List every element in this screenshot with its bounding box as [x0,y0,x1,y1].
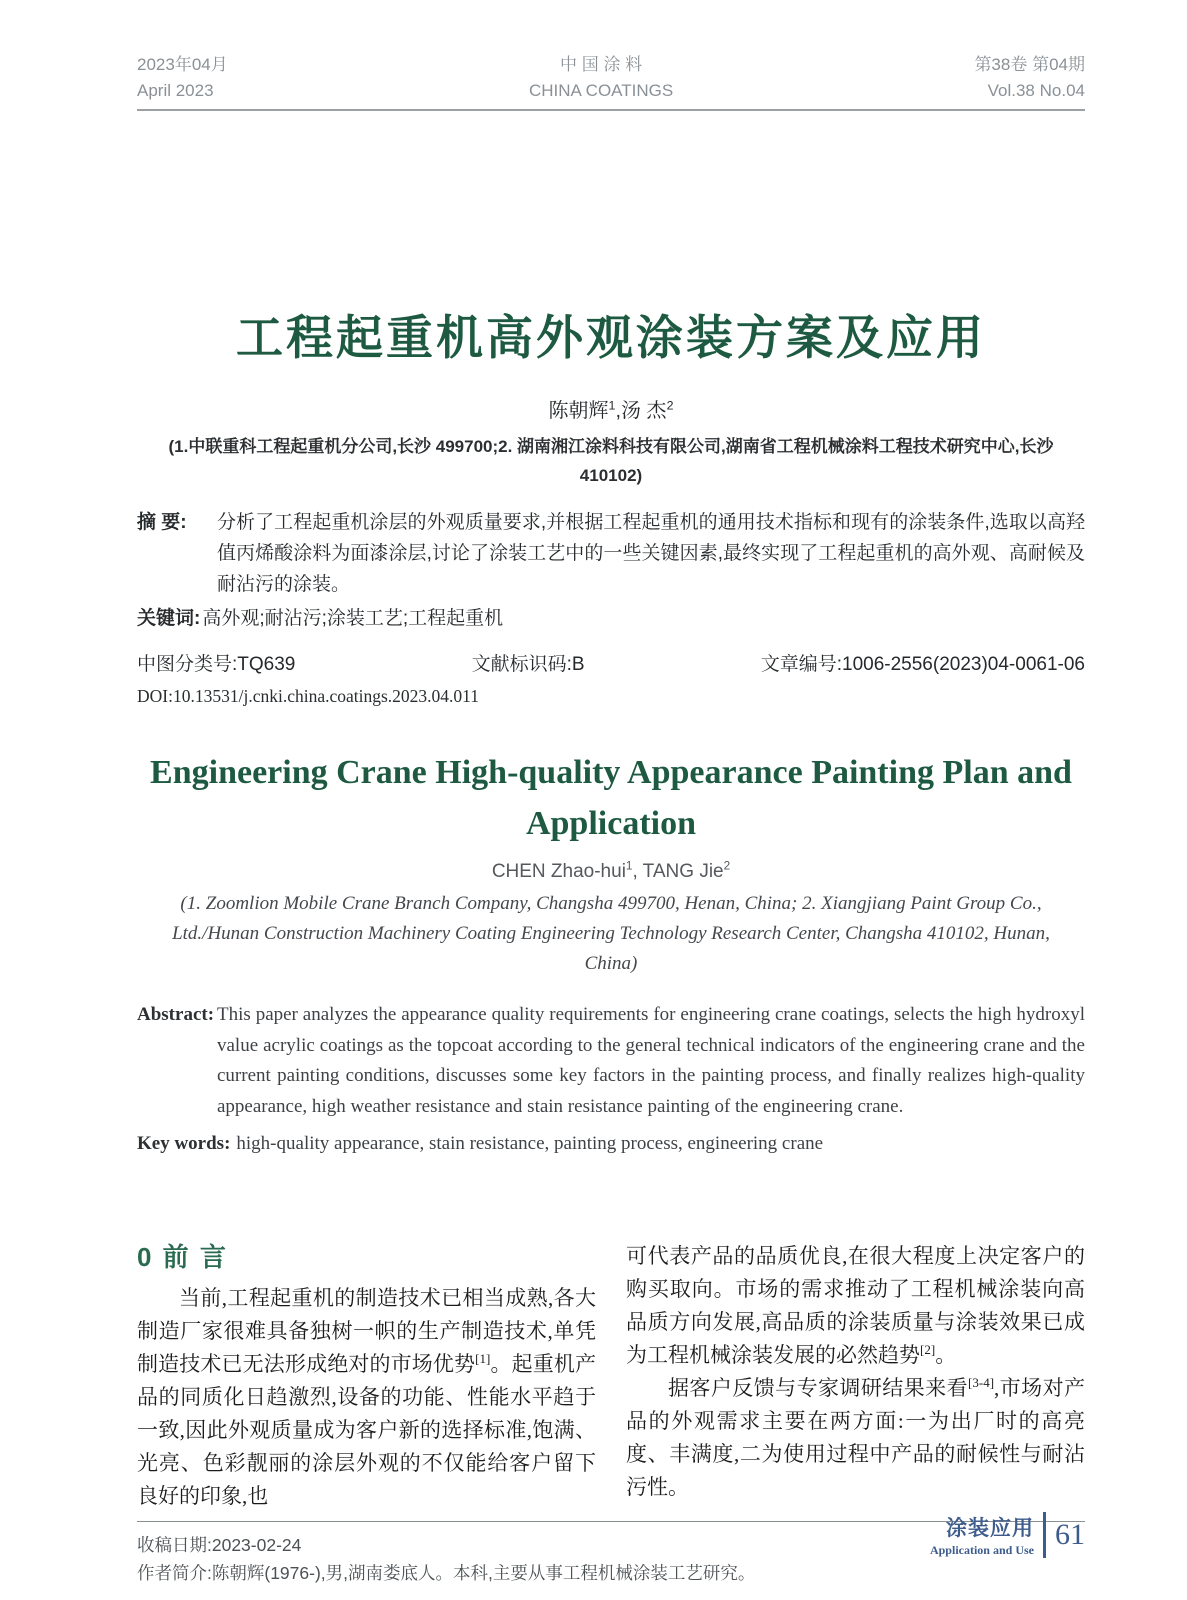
abstract-en-label: Abstract: [137,1003,215,1025]
author-bio: 作者简介:陈朝辉(1976-),男,湖南娄底人。本科,主要从事工程机械涂装工艺研究。 [137,1563,756,1584]
document-code: 文献标识码:B [471,653,585,675]
keywords-en-row [137,1129,1085,1159]
page-footer [930,1512,1085,1558]
body-paragraph: 据客户反馈与专家调研结果来看[3-4],市场对产品的外观需求主要在两方面:一为出厂时的高亮度、丰满度,二为使用过程中产品的耐候性与耐沾污性。 [626,1375,1086,1500]
article-title-cn: 工程起重机高外观涂装方案及应用 [236,311,986,364]
affiliation-en: (1. Zoomlion Mobile Crane Branch Company, Changsha 499700, Henan, China; 2. Xiangjiang Paint Group Co., Ltd./Hunan Construction Machinery Coating Engineering Technology Research Center, Changsha 410102, Hunan, China) [172,892,1050,975]
header-journal-en: CHINA COATINGS [528,80,674,100]
body-columns [137,1237,1085,1513]
keywords-en-label: Key words: [137,1132,231,1154]
header-divider [137,109,1085,111]
keywords-cn-row [137,604,1085,634]
abstract-cn-text: 分析了工程起重机涂层的外观质量要求,并根据工程起重机的通用技术指标和现有的涂装条件,选取以高羟值丙烯酸涂料为面漆涂层,讨论了涂装工艺中的一些关键因素,最终实现了工程起重机的高外观、高耐候及耐沾污的涂装。 [217,511,1085,596]
keywords-cn-text: 高外观;耐沾污;涂装工艺;工程起重机 [202,608,504,630]
body-column-left [137,1237,596,1513]
header-date-en: April 2023 [137,80,214,100]
doi: DOI:10.13531/j.cnki.china.coatings.2023.04.011 [137,685,480,706]
footer-category-en: Application and Use [929,1543,1034,1557]
body-paragraph: 可代表产品的品质优良,在很大程度上决定客户的购买取向。市场的需求推动了工程机械涂装向高品质方向发展,高品质的涂装质量与涂装效果已成为工程机械涂装发展的必然趋势[2]。 [626,1244,1085,1368]
body-column-right [626,1237,1085,1513]
header-issue [974,52,1085,103]
abstract-cn-row [137,507,1085,600]
page-number: 61 [1055,1518,1085,1551]
header-issue-en: Vol.38 No.04 [987,80,1085,100]
received-date: 收稿日期:2023-02-24 [137,1535,302,1556]
authors-en: CHEN Zhao-hui$^1$, TANG Jie$^2$ [491,859,731,882]
clc-number: 中图分类号:TQ639 [137,653,296,675]
header-journal-cn: 中 国 涂 料 [560,55,643,74]
affiliation-cn: (1.中联重科工程起重机分公司,长沙 499700;2. 湖南湘江涂料科技有限公司,湖南省工程机械涂料工程技术研究中心,长沙 410102) [168,437,1054,485]
abstract-cn-label: 摘 要: [137,511,187,533]
header-journal-name [529,52,673,103]
header-issue-cn: 第38卷 第04期 [974,55,1085,74]
classification-row [137,649,1085,676]
section-heading-intro: 0 前 言 [137,1242,228,1273]
running-header [137,0,1085,103]
body-paragraph: 当前,工程起重机的制造技术已相当成熟,各大制造厂家很难具备独树一帜的生产制造技术,单凭制造技术已无法形成绝对的市场优势[1]。起重机产品的同质化日趋激烈,设备的功能、性能水平趋于一致,因此外观质量成为客户新的选择标准,饱满、光亮、色彩靓丽的涂层外观的不仅能给客户留下良好的印象,也 [137,1286,597,1509]
abstract-en-row [137,1000,1085,1123]
authors-cn: 陈朝辉$^1$,汤 杰$^2$ [548,398,674,422]
footer-category-cn: 涂装应用 [946,1517,1034,1540]
article-id: 文章编号:1006-2556(2023)04-0061-06 [760,653,1085,675]
footer-divider-bar [1043,1512,1046,1558]
article-title-en: Engineering Crane High-quality Appearance Painting Plan and Application [150,753,1072,842]
abstract-en-text: This paper analyzes the appearance quality requirements for engineering crane coatings, selects the high hydroxyl value acrylic coatings as the topcoat according to the general technical indicators of the engineering crane and the current painting conditions, discusses some key factors in the painting process, and finally realizes high-quality appearance, high weather resistance and stain resistance painting of the engineering crane. [217,1003,1085,1118]
keywords-cn-label: 关键词: [137,608,201,630]
footer-category [930,1512,1034,1558]
header-date [137,52,228,103]
keywords-en-text: high-quality appearance, stain resistance, painting process, engineering crane [236,1132,824,1154]
header-date-cn: 2023年04月 [137,55,228,74]
